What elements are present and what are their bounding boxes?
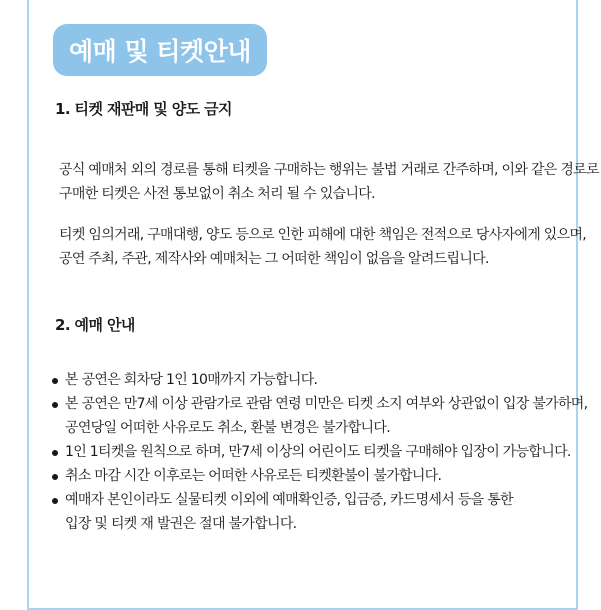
- list-item-text: 입장 및 티켓 재 발권은 절대 불가합니다.: [65, 516, 297, 532]
- bullet-icon: [52, 450, 58, 456]
- booking-guide-list: [50, 368, 587, 536]
- paragraph-line: 티켓 임의거래, 구매대행, 양도 등으로 인한 피해에 대한 책임은 전적으로 당사자에게 있으며,: [59, 227, 586, 243]
- bullet-icon: [52, 498, 58, 504]
- list-item: [50, 440, 587, 464]
- section2-heading: 2. 예매 안내: [55, 316, 135, 334]
- section1-heading: 1. 티켓 재판매 및 양도 금지: [55, 100, 232, 118]
- paragraph-line: 공식 예매처 외의 경로를 통해 티켓을 구매하는 행위는 불법 거래로 간주하며, 이와 같은 경로로: [59, 162, 599, 178]
- list-item: [50, 368, 587, 392]
- list-item-text: 본 공연은 회차당 1인 10매까지 가능합니다.: [65, 372, 318, 388]
- list-item: [50, 488, 587, 536]
- list-item: [50, 392, 587, 440]
- paragraph-line: 공연 주최, 주관, 제작사와 예매처는 그 어떠한 책임이 없음을 알려드립니다.: [59, 250, 489, 267]
- bullet-icon: [52, 402, 58, 408]
- list-item: [50, 464, 587, 488]
- section1-paragraph-b: [59, 224, 586, 271]
- bullet-icon: [52, 474, 58, 480]
- list-item-text: 본 공연은 만7세 이상 관람가로 관람 연령 미만은 티켓 소지 여부와 상관없이 입장 불가하며,: [65, 396, 588, 412]
- list-item-text: 공연당일 어떠한 사유로도 취소, 환불 변경은 불가합니다.: [65, 420, 390, 436]
- bullet-icon: [52, 378, 58, 384]
- page-title: 예매 및 티켓안내: [69, 37, 251, 66]
- title-badge: [53, 24, 267, 76]
- list-item-text: 예매자 본인이라도 실물티켓 이외에 예매확인증, 입금증, 카드명세서 등을 통한: [65, 492, 513, 508]
- section1-paragraph-a: [59, 159, 599, 206]
- paragraph-line: 구매한 티켓은 사전 통보없이 취소 처리 될 수 있습니다.: [59, 185, 375, 202]
- list-item-text: 취소 마감 시간 이후로는 어떠한 사유로든 티켓환불이 불가합니다.: [65, 468, 442, 484]
- list-item-text: 1인 1티켓을 원칙으로 하며, 만7세 이상의 어린이도 티켓을 구매해야 입장이 가능합니다.: [65, 444, 571, 460]
